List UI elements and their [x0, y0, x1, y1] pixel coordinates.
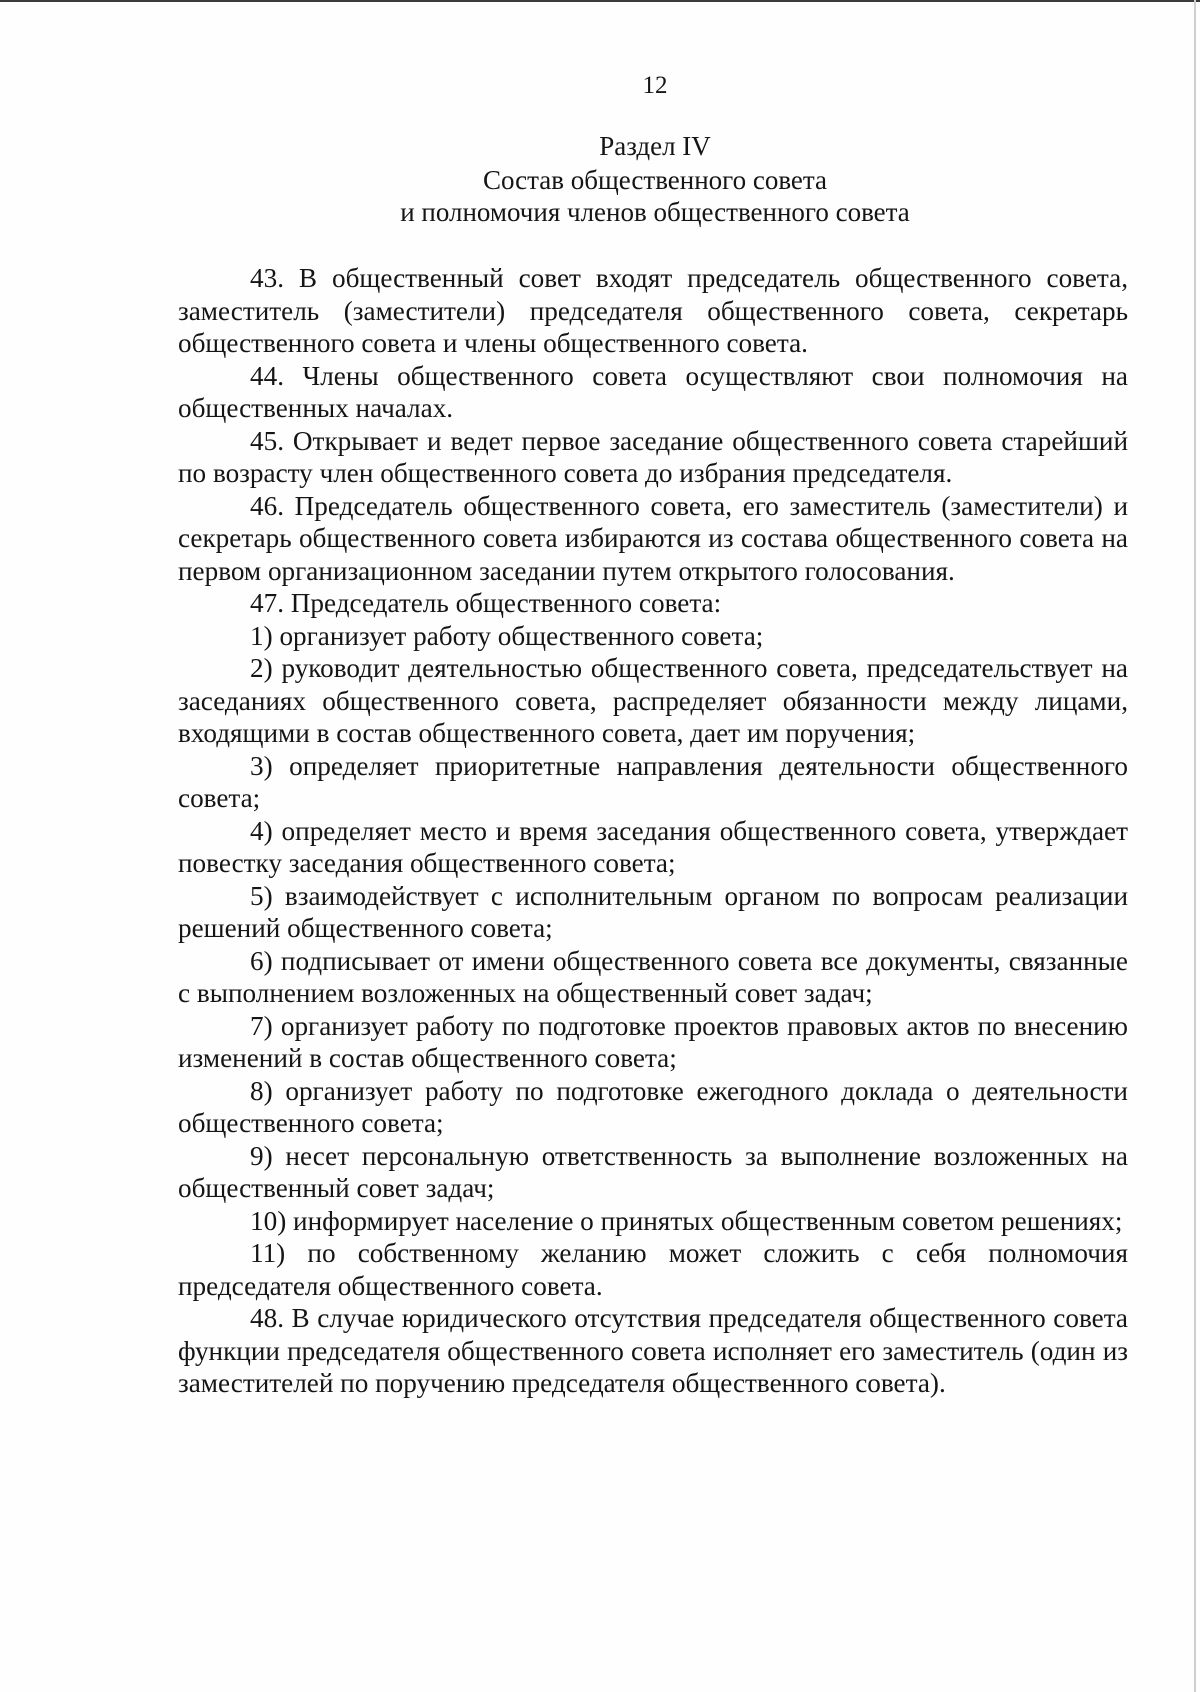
list-item-2: 2) руководит деятельностью общественного совета, председательствует на заседаниях общественного совета, распределяет обязанности между лицами, входящими в состав общественного совета, дает им поручения; — [178, 653, 1128, 748]
scan-edge-top — [0, 0, 1200, 2]
page-number: 12 — [642, 72, 668, 99]
paragraph-47: 47. Председатель общественного совета: — [250, 588, 722, 618]
section-heading: Раздел IV — [599, 131, 711, 161]
list-item-11: 11) по собственному желанию может сложить с себя полномочия председателя общественного совета. — [178, 1238, 1128, 1301]
scan-edge-right — [1194, 0, 1196, 1692]
section-title-line-1: Состав общественного совета — [482, 165, 828, 195]
list-item-3: 3) определяет приоритетные направления деятельности общественного совета; — [178, 750, 1128, 813]
paragraph-48: 48. В случае юридического отсутствия председателя общественного совета функции председателя общественного совета исполняет его заместитель (один из заместителей по поручению председателя общественного совета). — [178, 1303, 1128, 1398]
section-title-line-2: и полномочия членов общественного совета — [400, 197, 910, 227]
list-item-10: 10) информирует население о принятых общественным советом решениях; — [250, 1205, 1123, 1236]
list-item-4: 4) определяет место и время заседания общественного совета, утверждает повестку заседания общественного совета; — [178, 815, 1128, 878]
paragraph-45: 45. Открывает и ведет первое заседание общественного совета старейший по возрасту член общественного совета до избрания председателя. — [178, 425, 1128, 488]
paragraph-43: 43. В общественный совет входят председатель общественного совета, заместитель (заместители) председателя общественного совета, секретарь общественного совета и члены общественного совета. — [178, 263, 1128, 358]
list-item-8: 8) организует работу по подготовке ежегодного доклада о деятельности общественного совета; — [178, 1075, 1128, 1138]
list-item-7: 7) организует работу по подготовке проектов правовых актов по внесению изменений в состав общественного совета; — [178, 1010, 1128, 1073]
list-item-1: 1) организует работу общественного совета; — [250, 620, 764, 651]
paragraph-46: 46. Председатель общественного совета, его заместитель (заместители) и секретарь общественного совета избираются из состава общественного совета на первом организационном заседании путем открытого голосования. — [178, 490, 1128, 586]
document-body — [178, 262, 1128, 1400]
list-item-6: 6) подписывает от имени общественного совета все документы, связанные с выполнением возложенных на общественный совет задач; — [178, 945, 1128, 1008]
paragraph-44: 44. Члены общественного совета осуществляют свои полномочия на общественных началах. — [178, 360, 1128, 423]
list-item-9: 9) несет персональную ответственность за выполнение возложенных на общественный совет задач; — [178, 1140, 1128, 1203]
list-item-5: 5) взаимодействует с исполнительным органом по вопросам реализации решений общественного совета; — [178, 880, 1128, 943]
